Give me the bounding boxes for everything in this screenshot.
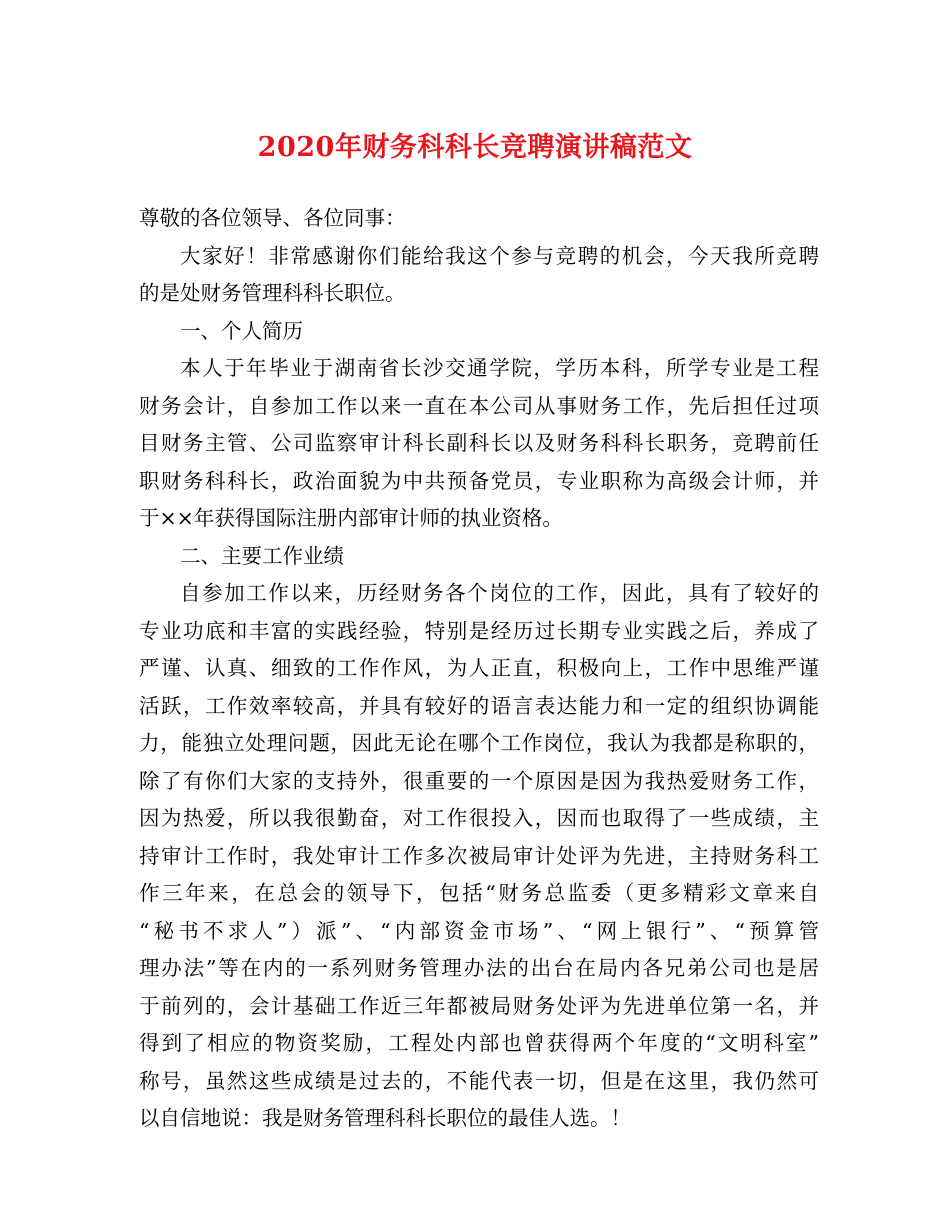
text-line: 活跃，工作效率较高，并具有较好的语言表达能力和一定的组织协调能	[139, 693, 819, 718]
text-line: 持审计工作时，我处审计工作多次被局审计处评为先进，主持财务科工	[139, 843, 819, 868]
text-line: 于前列的，会计基础工作近三年都被局财务处评为先进单位第一名，并	[139, 993, 819, 1018]
text-line: 尊敬的各位领导、各位同事：	[139, 206, 406, 230]
text-line: 职财务科科长，政治面貌为中共预备党员，专业职称为高级会计师，并	[139, 468, 819, 493]
text-line: 大家好！非常感谢你们能给我这个参与竞聘的机会，今天我所竞聘	[180, 243, 819, 268]
text-line: 作三年来，在总会的领导下，包括“财务总监委（更多精彩文章来自	[139, 881, 819, 905]
document-title: 2020年财务科科长竞聘演讲稿范文	[257, 132, 693, 163]
text-line: 因为热爱，所以我很勤奋，对工作很投入，因而也取得了一些成绩，主	[139, 806, 819, 830]
text-line: 严谨、认真、细致的工作作风，为人正直，积极向上，工作中思维严谨	[139, 656, 819, 680]
text-line: 称号，虽然这些成绩是过去的，不能代表一切，但是在这里，我仍然可	[139, 1068, 819, 1093]
text-line: 自参加工作以来，历经财务各个岗位的工作，因此，具有了较好的	[180, 581, 819, 605]
text-line: 以自信地说：我是财务管理科科长职位的最佳人选。！	[139, 1106, 631, 1130]
text-line: 一、个人简历	[180, 318, 303, 343]
text-line: 二、主要工作业绩	[180, 543, 344, 568]
document-body	[139, 200, 819, 1138]
text-line: 本人于年毕业于湖南省长沙交通学院，学历本科，所学专业是工程	[180, 356, 819, 380]
text-line: 力，能独立处理问题，因此无论在哪个工作岗位，我认为我都是称职的，	[139, 731, 819, 755]
text-line: 于××年获得国际注册内部审计师的执业资格。	[139, 506, 563, 530]
text-line: “秘书不求人”）派”、“内部资金市场”、“网上银行”、“预算管	[139, 918, 819, 943]
text-line: 除了有你们大家的支持外，很重要的一个原因是因为我热爱财务工作，	[139, 768, 819, 793]
text-line: 目财务主管、公司监察审计科长副科长以及财务科科长职务，竞聘前任	[139, 431, 819, 455]
text-line: 财务会计，自参加工作以来一直在本公司从事财务工作，先后担任过项	[139, 393, 819, 418]
text-line: 理办法”等在内的一系列财务管理办法的出台在局内各兄弟公司也是居	[139, 956, 819, 980]
text-line: 专业功底和丰富的实践经验，特别是经历过长期专业实践之后，养成了	[139, 618, 819, 643]
text-line: 得到了相应的物资奖励，工程处内部也曾获得两个年度的“文明科室”	[139, 1031, 819, 1055]
text-line: 的是处财务管理科科长职位。	[139, 281, 406, 305]
